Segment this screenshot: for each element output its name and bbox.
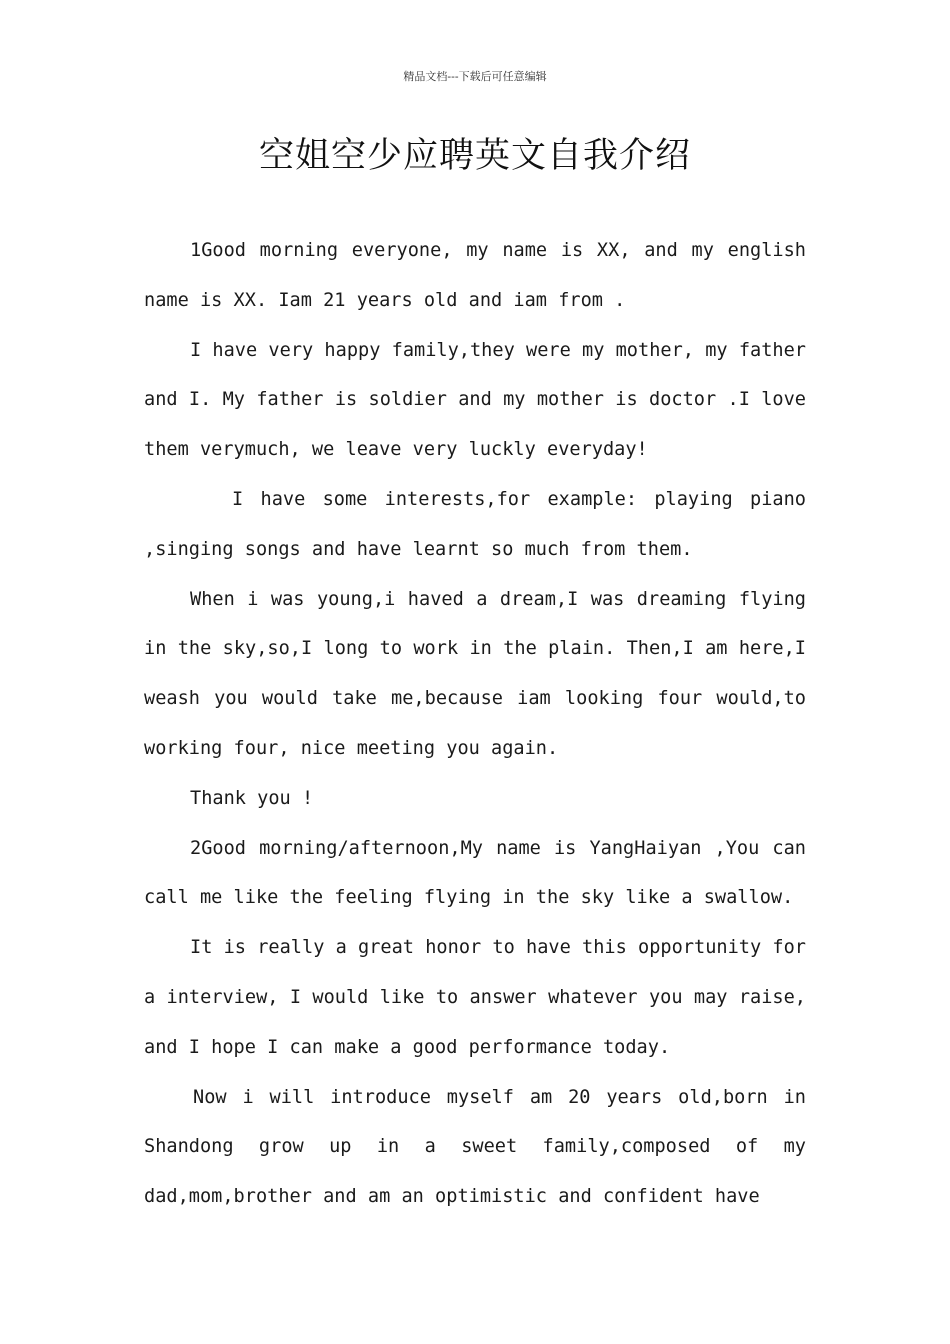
paragraph-2: I have very happy family,they were my mother, my father and I. My father is soldier and my mother is doctor .I love them verymuch, we leave very luckly everyday! (144, 339, 806, 461)
paragraph-1: 1Good morning everyone, my name is XX, and my english name is XX. Iam 21 years old and iam from . (144, 240, 806, 311)
paragraph-6: 2Good morning/afternoon,My name is YangHaiyan ,You can call me like the feeling flying in the sky like a swallow. (144, 837, 806, 909)
header-note: 精品文档---下载后可任意编辑 (403, 70, 547, 83)
paragraph-5: Thank you ! (190, 787, 314, 809)
paragraph-4: When i was young,i haved a dream,I was dreaming flying in the sky,so,I long to work in the plain. Then,I am here,I weash you would take me,because iam looking four would,to working four, nice meeting you again. (144, 588, 806, 759)
document-body (144, 226, 806, 1222)
paragraph-3: I have some interests,for example: playing piano ,singing songs and have learnt so much from them. (144, 488, 806, 560)
paragraph-7: It is really a great honor to have this opportunity for a interview, I would like to answer whatever you may raise, and I hope I can make a good performance today. (144, 937, 806, 1058)
paragraph-8: Now i will introduce myself am 20 years old,born in Shandong grow up in a sweet family,composed of my dad,mom,brother and am an optimistic and confident have (144, 1086, 806, 1208)
document-title: 空姐空少应聘英文自我介绍 (258, 136, 691, 176)
